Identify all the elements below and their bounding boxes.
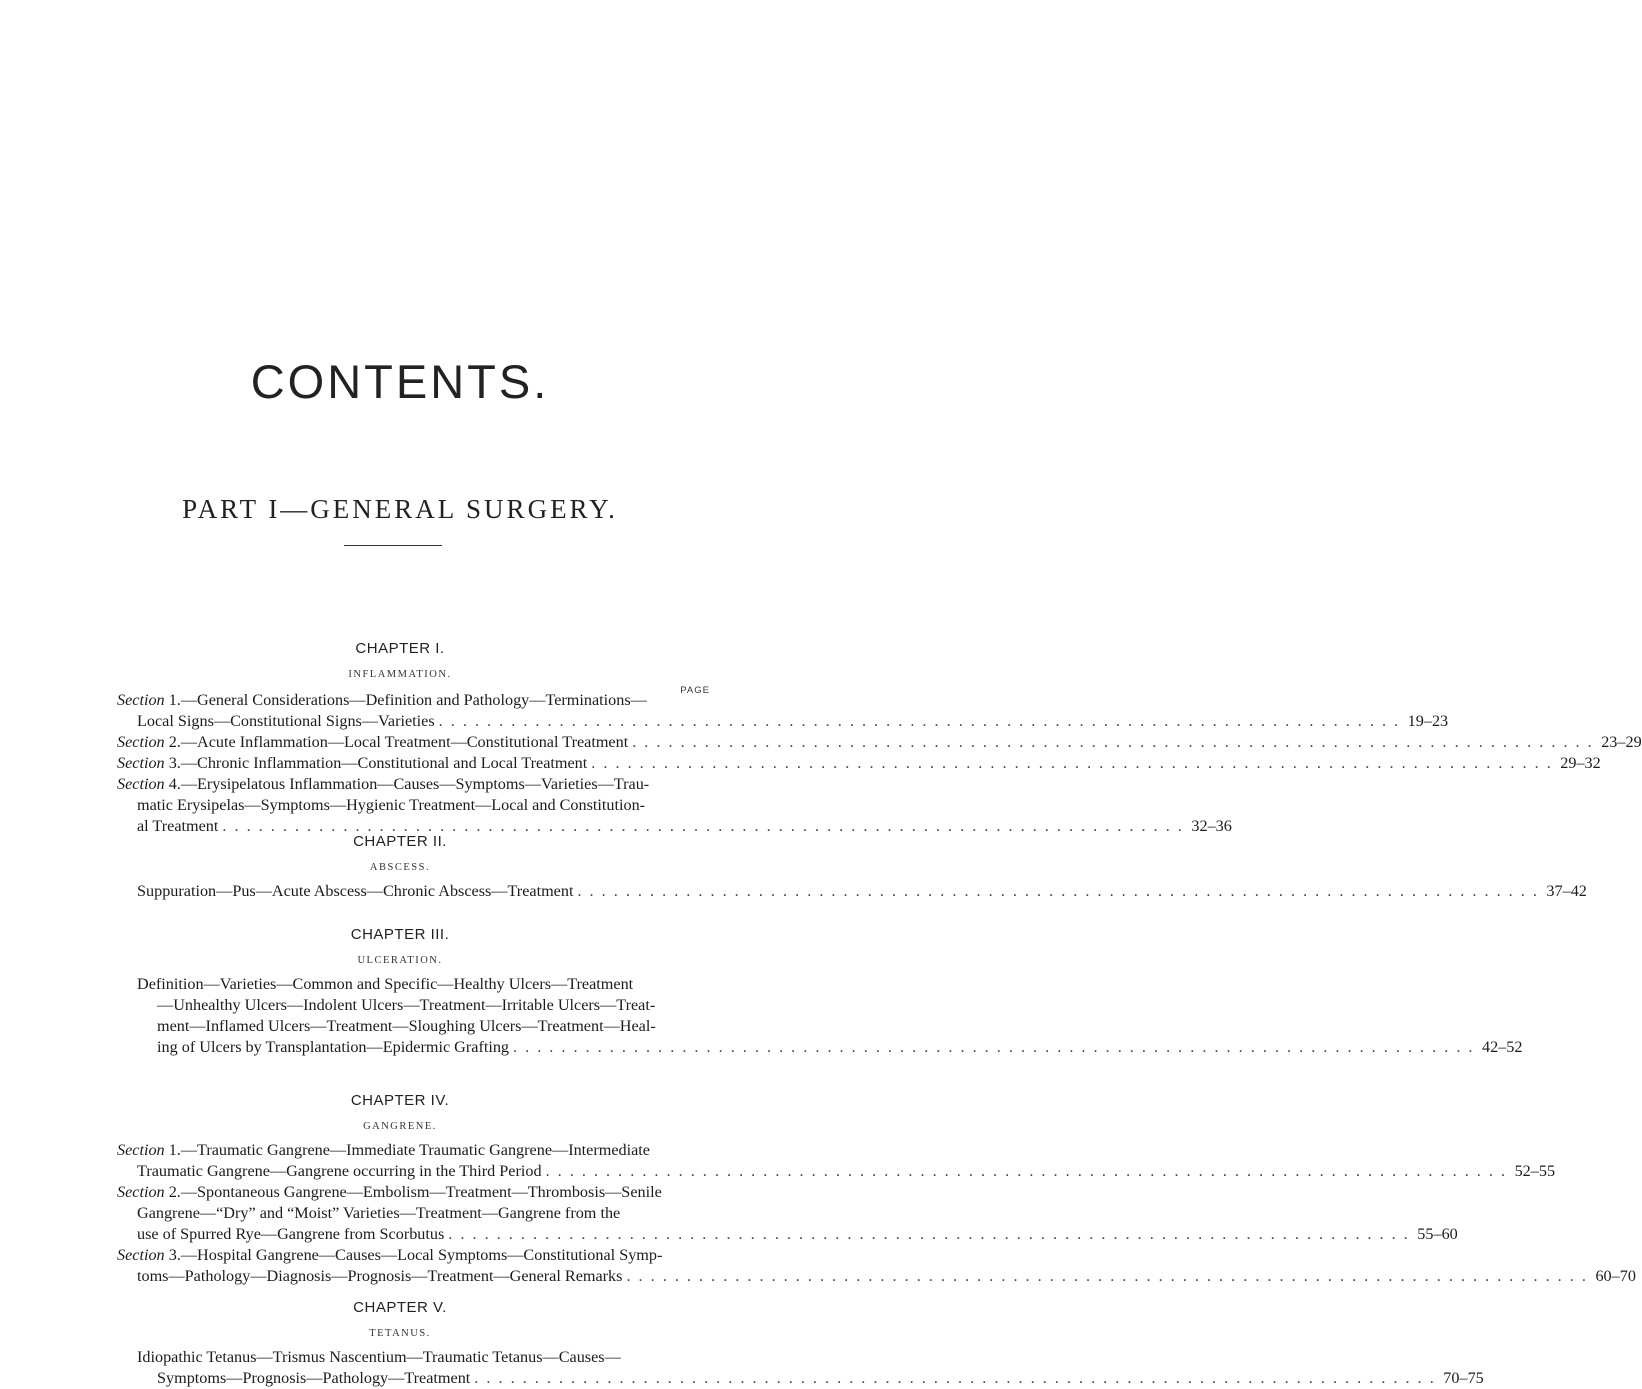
entry-text-segment: 2.—Acute Inflammation—Local Treatment—Constitutional Treatment <box>168 733 629 751</box>
entry-text-segment: Symptoms—Prognosis—Pathology—Treatment <box>157 1369 471 1387</box>
entry-line <box>117 690 797 711</box>
entry-list <box>0 974 1523 1058</box>
toc-entry <box>117 1245 1636 1287</box>
entry-line <box>137 1368 1484 1389</box>
entry-line <box>137 1016 797 1037</box>
section-label: Section <box>117 1246 165 1264</box>
entry-line <box>117 1161 1556 1182</box>
entry-line <box>117 795 797 816</box>
toc-entry <box>117 774 1232 837</box>
entry-text <box>157 1037 509 1058</box>
part-heading: PART I—GENERAL SURGERY. <box>182 494 618 524</box>
entry-list <box>0 1140 1636 1287</box>
chapter-heading: CHAPTER III. <box>350 926 450 943</box>
section-label: Section <box>117 691 165 709</box>
entry-text-segment: —Unhealthy Ulcers—Indolent Ulcers—Treatment—Irritable Ulcers—Treat- <box>157 996 656 1014</box>
entry-line <box>117 1266 1636 1287</box>
chapter-subject: TETANUS. <box>369 1328 431 1339</box>
entry-line <box>117 711 1449 732</box>
chapter-heading: CHAPTER II. <box>353 833 447 850</box>
entry-text <box>137 881 573 902</box>
entry-text-segment: Gangrene—“Dry” and “Moist” Varieties—Treatment—Gangrene from the <box>137 1204 621 1222</box>
toc-entry <box>117 1182 1458 1245</box>
page-range: 37–42 <box>1546 882 1587 900</box>
entry-text <box>137 711 435 732</box>
entry-text-segment: 4.—Erysipelatous Inflammation—Causes—Symptoms—Varieties—Trau- <box>168 775 650 793</box>
entry-list <box>0 690 1642 837</box>
page-range: 70–75 <box>1443 1369 1484 1387</box>
entry-text-segment: use of Spurred Rye—Gangrene from Scorbutus <box>137 1225 445 1243</box>
page-range: 23–29 <box>1601 733 1642 751</box>
section-label: Section <box>117 754 165 772</box>
divider-rule <box>344 545 442 546</box>
entry-text-segment: Idiopathic Tetanus—Trismus Nascentium—Traumatic Tetanus—Causes— <box>137 1348 621 1366</box>
dot-leader: . . . . . . . . . . . . . . . . . . . . . . . . . . . . . . . . . . . . . . . . . . . . . . . . . . . . . . . . . . . . . . . . . . . . . . . . . . . . . . . . <box>438 712 1401 730</box>
entry-list <box>0 1347 1484 1389</box>
dot-leader: . . . . . . . . . . . . . . . . . . . . . . . . . . . . . . . . . . . . . . . . . . . . . . . . . . . . . . . . . . . . . . . . . . . . . . . . . . . . . . . . <box>448 1225 1410 1243</box>
entry-text-segment: 3.—Hospital Gangrene—Causes—Local Symptoms—Constitutional Symp- <box>168 1246 663 1264</box>
toc-entry <box>137 881 1587 902</box>
toc-entry <box>117 753 1601 774</box>
toc-entry <box>117 732 1642 753</box>
entry-text-segment: 1.—General Considerations—Definition and Pathology—Terminations— <box>168 691 647 709</box>
section-label: Section <box>117 775 165 793</box>
dot-leader: . . . . . . . . . . . . . . . . . . . . . . . . . . . . . . . . . . . . . . . . . . . . . . . . . . . . . . . . . . . . . . . . . . . . . . . . . . . . . . . . <box>626 1267 1588 1285</box>
entry-line <box>117 1245 797 1266</box>
entry-text-segment: ment—Inflamed Ulcers—Treatment—Sloughing Ulcers—Treatment—Heal- <box>157 1017 656 1035</box>
toc-entry <box>117 1140 1556 1182</box>
toc-entry <box>137 974 1523 1058</box>
chapter-block <box>0 640 1642 837</box>
page-range: 19–23 <box>1407 712 1449 730</box>
entry-text <box>117 732 628 753</box>
page-range: 52–55 <box>1514 1162 1556 1180</box>
chapter-heading: CHAPTER IV. <box>350 1092 450 1109</box>
entry-text-segment: 2.—Spontaneous Gangrene—Embolism—Treatment—Thrombosis—Senile <box>168 1183 662 1201</box>
chapter-subject: INFLAMMATION. <box>348 669 452 680</box>
entry-text-segment: 3.—Chronic Inflammation—Constitutional and Local Treatment <box>168 754 588 772</box>
page-column-heading: PAGE <box>680 685 710 696</box>
entry-line <box>117 774 797 795</box>
page-title: CONTENTS. <box>250 355 550 408</box>
entry-line <box>117 732 1642 753</box>
chapter-block <box>0 926 1523 1058</box>
entry-text-segment: al Treatment <box>137 817 219 835</box>
chapter-heading: CHAPTER I. <box>355 640 445 657</box>
dot-leader: . . . . . . . . . . . . . . . . . . . . . . . . . . . . . . . . . . . . . . . . . . . . . . . . . . . . . . . . . . . . . . . . . . . . . . . . . . . . . . . . <box>632 733 1594 751</box>
toc-entry <box>117 690 1449 732</box>
dot-leader: . . . . . . . . . . . . . . . . . . . . . . . . . . . . . . . . . . . . . . . . . . . . . . . . . . . . . . . . . . . . . . . . . . . . . . . . . . . . . . . . <box>222 817 1184 835</box>
entry-text <box>137 1161 542 1182</box>
dot-leader: . . . . . . . . . . . . . . . . . . . . . . . . . . . . . . . . . . . . . . . . . . . . . . . . . . . . . . . . . . . . . . . . . . . . . . . . . . . . . . . . <box>545 1162 1508 1180</box>
entry-line <box>117 753 1601 774</box>
page-range: 32–36 <box>1191 817 1232 835</box>
page-range: 60–70 <box>1595 1267 1636 1285</box>
entry-text <box>117 753 587 774</box>
entry-text-segment: Definition—Varieties—Common and Specific—Healthy Ulcers—Treatment <box>137 975 634 993</box>
page-range: 55–60 <box>1417 1225 1458 1243</box>
chapter-block <box>0 833 1587 902</box>
chapter-heading: CHAPTER V. <box>353 1299 447 1316</box>
chapter-block <box>0 1092 1636 1287</box>
dot-leader: . . . . . . . . . . . . . . . . . . . . . . . . . . . . . . . . . . . . . . . . . . . . . . . . . . . . . . . . . . . . . . . . . . . . . . . . . . . . . . . . <box>474 1369 1436 1387</box>
entry-text <box>137 1224 444 1245</box>
entry-text <box>137 1266 622 1287</box>
entry-text-segment: matic Erysipelas—Symptoms—Hygienic Treatment—Local and Constitution- <box>137 796 646 814</box>
entry-text-segment: Local Signs—Constitutional Signs—Varieties <box>137 712 435 730</box>
chapter-subject: GANGRENE. <box>363 1121 437 1132</box>
entry-line <box>137 1347 797 1368</box>
toc-entry <box>137 1347 1484 1389</box>
entry-text <box>157 1368 470 1389</box>
section-label: Section <box>117 733 165 751</box>
dot-leader: . . . . . . . . . . . . . . . . . . . . . . . . . . . . . . . . . . . . . . . . . . . . . . . . . . . . . . . . . . . . . . . . . . . . . . . . . . . . . . . . <box>577 882 1539 900</box>
chapter-subject: ULCERATION. <box>357 955 443 966</box>
section-label: Section <box>117 1183 165 1201</box>
dot-leader: . . . . . . . . . . . . . . . . . . . . . . . . . . . . . . . . . . . . . . . . . . . . . . . . . . . . . . . . . . . . . . . . . . . . . . . . . . . . . . . . <box>513 1038 1475 1056</box>
page-range: 29–32 <box>1560 754 1601 772</box>
entry-text-segment: ing of Ulcers by Transplantation—Epidermic Grafting <box>157 1038 510 1056</box>
entry-line <box>117 1224 1458 1245</box>
dot-leader: . . . . . . . . . . . . . . . . . . . . . . . . . . . . . . . . . . . . . . . . . . . . . . . . . . . . . . . . . . . . . . . . . . . . . . . . . . . . . . . . <box>591 754 1553 772</box>
entry-text-segment: Traumatic Gangrene—Gangrene occurring in the Third Period <box>137 1162 542 1180</box>
entry-text-segment: Suppuration—Pus—Acute Abscess—Chronic Abscess—Treatment <box>137 882 574 900</box>
entry-line <box>117 1182 797 1203</box>
entry-text-segment: 1.—Traumatic Gangrene—Immediate Traumatic Gangrene—Intermediate <box>168 1141 650 1159</box>
entry-line <box>117 1140 797 1161</box>
entry-list <box>0 881 1587 902</box>
section-label: Section <box>117 1141 165 1159</box>
entry-line <box>117 1203 797 1224</box>
entry-line <box>137 974 797 995</box>
chapter-subject: ABSCESS. <box>369 862 431 873</box>
entry-line <box>137 995 797 1016</box>
page-range: 42–52 <box>1482 1038 1523 1056</box>
entry-line <box>137 1037 1523 1058</box>
entry-text-segment: toms—Pathology—Diagnosis—Prognosis—Treatment—General Remarks <box>137 1267 623 1285</box>
entry-line <box>137 881 1587 902</box>
chapter-block <box>0 1299 1484 1389</box>
